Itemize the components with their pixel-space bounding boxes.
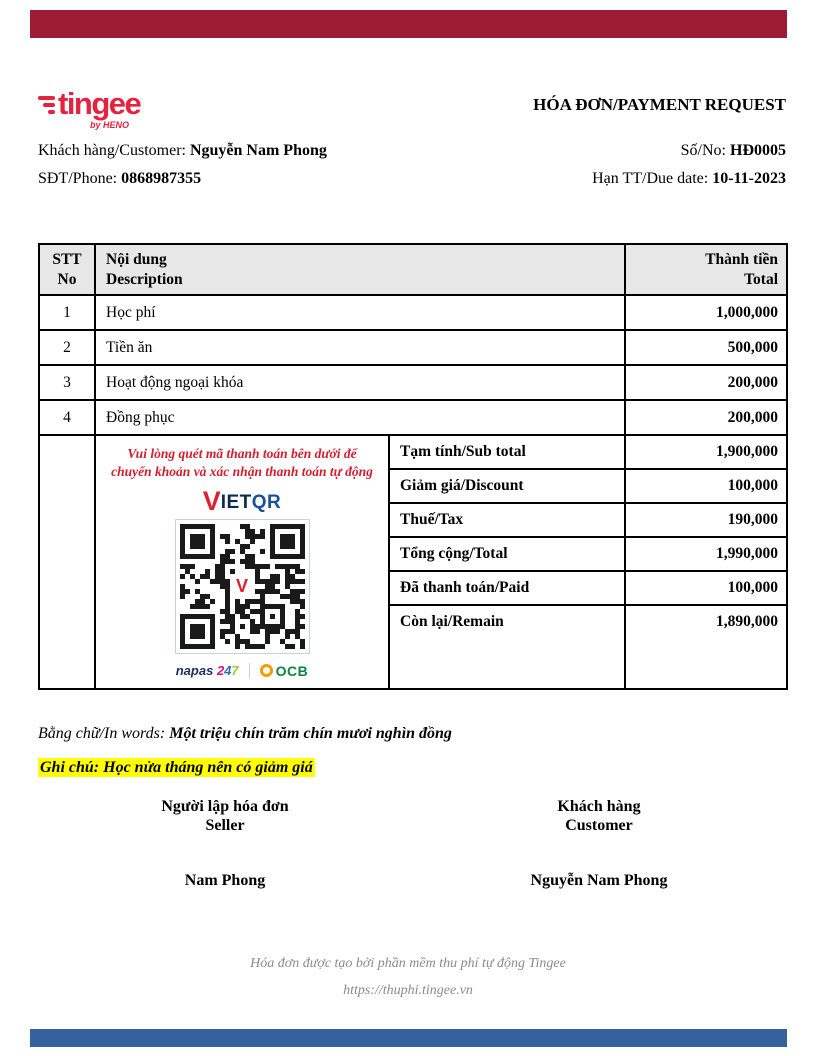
summary-amount: 190,000 [625,503,787,537]
customer-label: Khách hàng/Customer: [38,142,186,159]
item-description: Hoạt động ngoại khóa [95,365,625,400]
invoice-no-value: HĐ0005 [730,142,786,159]
customer-line [38,142,786,160]
item-description: Học phí [95,295,625,330]
signature-section [38,797,786,890]
due-date-label: Hạn TT/Due date: [592,170,709,187]
note-text: Ghi chú: Học nửa tháng nên có giảm giá [40,759,313,776]
phone-field [38,170,201,188]
qr-center-v-icon: V [233,576,251,596]
summary-label: Tạm tính/Sub total [389,435,625,469]
summary-label: Tổng cộng/Total [389,537,625,571]
col-header-description: Nội dung Description [95,244,625,295]
summary-row [39,435,787,469]
item-description: Đồng phục [95,400,625,435]
footer-url-link[interactable]: https://thuphi.tingee.vn [343,983,473,998]
item-no: 3 [39,365,95,400]
speed-lines-icon [38,96,55,114]
ocb-logo: OCB [260,663,309,679]
summary-label: Thuế/Tax [389,503,625,537]
table-row [39,330,787,365]
customer-signature [412,797,786,890]
summary-label: Đã thanh toán/Paid [389,571,625,605]
in-words-label: Bằng chữ/In words: [38,725,166,742]
logo-text: tingee [58,86,141,121]
table-header-row [39,244,787,295]
due-date-field [592,170,786,188]
item-amount: 200,000 [625,400,787,435]
footer-generated-by: Hóa đơn được tạo bởi phần mềm thu phí tự động Tingee [250,956,566,971]
item-no: 2 [39,330,95,365]
header [38,88,786,130]
divider [249,663,250,679]
item-description: Tiền ăn [95,330,625,365]
phone-line [38,170,786,188]
ocb-circle-icon [260,664,273,677]
summary-amount: 100,000 [625,469,787,503]
col-header-no: STT No [39,244,95,295]
table-row [39,365,787,400]
summary-label: Còn lại/Remain [389,605,625,689]
phone-label: SĐT/Phone: [38,170,118,187]
amount-in-words [38,725,452,743]
in-words-value: Một triệu chín trăm chín mươi nghìn đồng [169,725,452,742]
seller-signature [38,797,412,890]
bottom-accent-bar [30,1029,787,1047]
note [38,759,315,777]
qr-code [175,519,310,654]
seller-title: Người lập hóa đơn Seller [161,798,289,835]
invoice-no-field [681,142,786,160]
summary-amount: 1,890,000 [625,605,787,689]
payment-qr-cell [95,435,389,689]
empty-cell [39,435,95,689]
summary-label: Giảm giá/Discount [389,469,625,503]
item-amount: 500,000 [625,330,787,365]
top-accent-bar [30,10,787,38]
customer-title: Khách hàng Customer [557,798,641,835]
item-amount: 1,000,000 [625,295,787,330]
summary-amount: 100,000 [625,571,787,605]
table-row [39,295,787,330]
napas-logo: napas 247 [175,663,239,679]
bank-logos [102,663,382,679]
phone-value: 0868987355 [121,170,202,187]
payment-instruction: Vui lòng quét mã thanh toán bên dưới để chuyển khoản và xác nhận thanh toán tự động [111,446,373,479]
customer-signature-name: Nguyễn Nam Phong [530,872,668,890]
item-no: 4 [39,400,95,435]
logo-tagline: by HENO [90,120,130,130]
tingee-logo [38,88,140,130]
customer-field [38,142,327,160]
summary-amount: 1,900,000 [625,435,787,469]
col-header-total: Thành tiền Total [625,244,787,295]
invoice-table [38,243,788,690]
vietqr-logo: VIETQR [202,485,282,516]
summary-amount: 1,990,000 [625,537,787,571]
footer [0,956,816,999]
table-row [39,400,787,435]
customer-name: Nguyễn Nam Phong [189,142,327,159]
item-amount: 200,000 [625,365,787,400]
invoice-no-label: Số/No: [680,142,726,159]
page-title: HÓA ĐƠN/PAYMENT REQUEST [533,95,786,114]
item-no: 1 [39,295,95,330]
due-date-value: 10-11-2023 [712,170,786,187]
seller-name: Nam Phong [184,872,266,890]
